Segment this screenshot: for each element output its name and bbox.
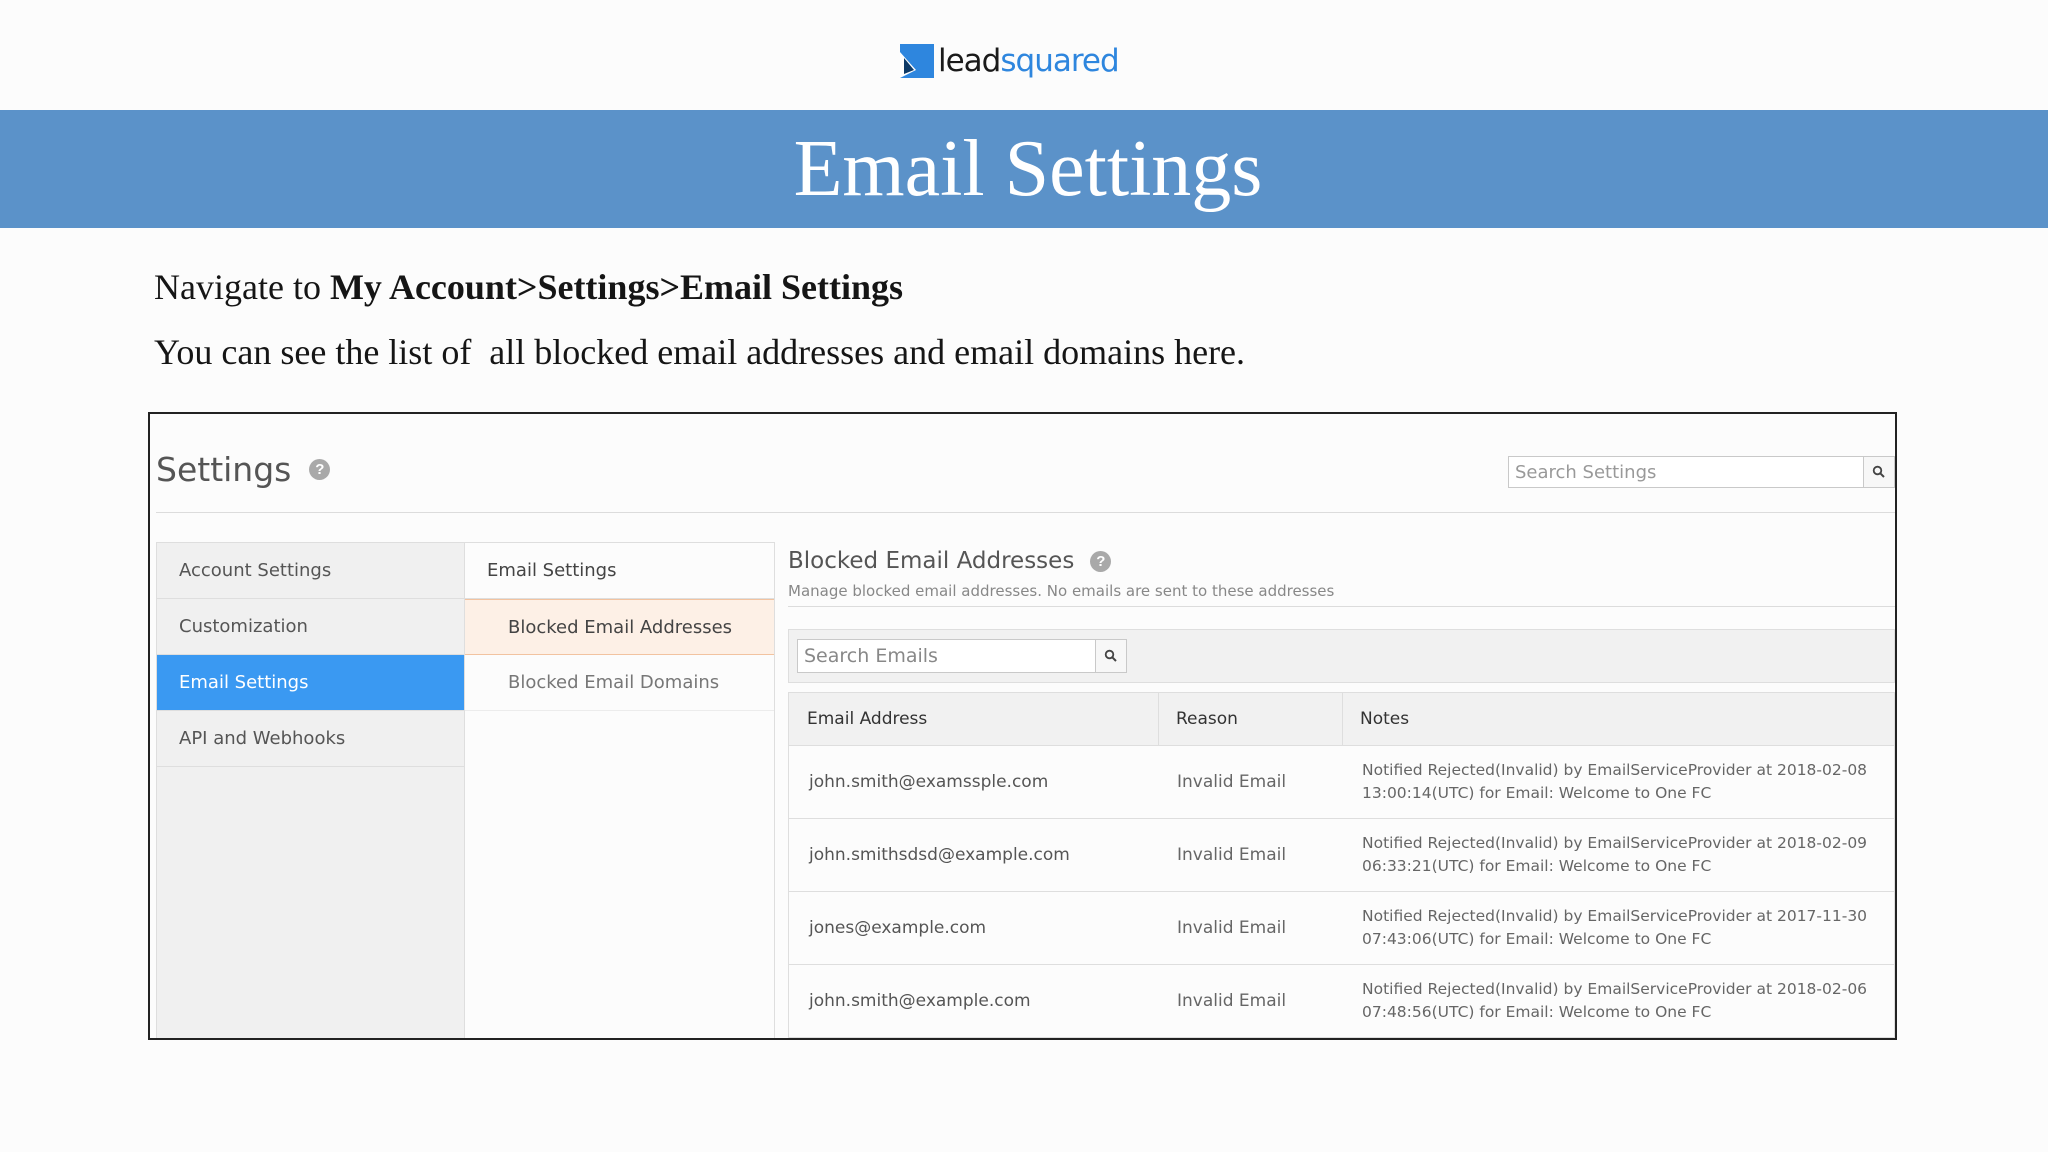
settings-left-nav	[156, 542, 465, 1040]
search-settings-button[interactable]	[1863, 457, 1894, 487]
cell-notes: Notified Rejected(Invalid) by EmailServiceProvider at 2018-02-08 13:00:14(UTC) for Email: Welcome to One FC	[1362, 761, 1868, 802]
intro-path: My Account>Settings>Email Settings	[329, 267, 903, 307]
left-nav-item-email-settings[interactable]: Email Settings	[157, 655, 464, 711]
table-row[interactable]	[789, 892, 1894, 965]
email-search-bar	[788, 629, 1895, 683]
column-header-notes[interactable]: Notes	[1342, 693, 1894, 745]
search-icon	[1104, 649, 1118, 663]
left-nav-item-account-settings[interactable]: Account Settings	[157, 543, 464, 599]
search-icon	[1872, 465, 1886, 479]
panel-divider	[788, 606, 1895, 607]
leadsquared-logo-icon	[900, 44, 934, 78]
leadsquared-logo	[900, 38, 1119, 84]
settings-screenshot-frame	[148, 412, 1897, 1040]
sub-nav-item-blocked-domains[interactable]: Blocked Email Domains	[465, 655, 774, 711]
table-row[interactable]	[789, 819, 1894, 892]
sub-nav-item-blocked-addresses[interactable]: Blocked Email Addresses	[465, 599, 774, 655]
panel-subtitle: Manage blocked email addresses. No emails are sent to these addresses	[788, 582, 1335, 600]
cell-reason: Invalid Email	[1177, 845, 1287, 865]
table-row[interactable]	[789, 746, 1894, 819]
title-band	[0, 110, 2048, 228]
search-settings-box	[1508, 456, 1895, 488]
help-icon[interactable]: ?	[309, 459, 330, 480]
logo-wordmark: leadsquared	[938, 42, 1119, 79]
intro-prefix: Navigate to	[154, 267, 330, 307]
search-emails-input[interactable]	[798, 640, 1095, 672]
left-nav-item-api-webhooks[interactable]: API and Webhooks	[157, 711, 464, 767]
settings-header	[156, 450, 330, 489]
left-nav-item-customization[interactable]: Customization	[157, 599, 464, 655]
intro-navigation-text	[154, 266, 903, 308]
search-emails-box	[797, 639, 1127, 673]
help-icon[interactable]: ?	[1090, 551, 1111, 572]
cell-notes: Notified Rejected(Invalid) by EmailServiceProvider at 2018-02-06 07:48:56(UTC) for Email: Welcome to One FC	[1362, 980, 1868, 1021]
settings-title: Settings	[156, 450, 292, 489]
search-settings-input[interactable]	[1509, 457, 1863, 487]
table-row[interactable]	[789, 965, 1894, 1038]
sub-nav-header: Email Settings	[465, 543, 774, 599]
cell-email: john.smith@example.com	[809, 991, 1031, 1011]
cell-reason: Invalid Email	[1177, 991, 1287, 1011]
table-header	[789, 693, 1894, 746]
cell-notes: Notified Rejected(Invalid) by EmailServiceProvider at 2017-11-30 07:43:06(UTC) for Email: Welcome to One FC	[1362, 907, 1868, 948]
blocked-emails-table	[788, 692, 1895, 1038]
email-settings-sub-nav	[465, 542, 775, 1040]
intro-description-text: You can see the list of all blocked email addresses and email domains here.	[154, 332, 1246, 372]
cell-email: john.smithsdsd@example.com	[809, 845, 1070, 865]
slide-title: Email Settings	[793, 125, 1263, 213]
header-divider	[156, 512, 1895, 513]
cell-email: john.smith@examssple.com	[809, 772, 1049, 792]
column-header-reason[interactable]: Reason	[1158, 693, 1342, 745]
panel-title-text: Blocked Email Addresses	[788, 548, 1075, 574]
cell-notes: Notified Rejected(Invalid) by EmailServiceProvider at 2018-02-09 06:33:21(UTC) for Email: Welcome to One FC	[1362, 834, 1868, 875]
cell-reason: Invalid Email	[1177, 772, 1287, 792]
column-header-email[interactable]: Email Address	[807, 709, 928, 729]
cell-email: jones@example.com	[809, 918, 987, 938]
blocked-addresses-panel	[788, 542, 1897, 1040]
panel-title	[788, 548, 1111, 574]
cell-reason: Invalid Email	[1177, 918, 1287, 938]
search-emails-button[interactable]	[1095, 640, 1126, 672]
